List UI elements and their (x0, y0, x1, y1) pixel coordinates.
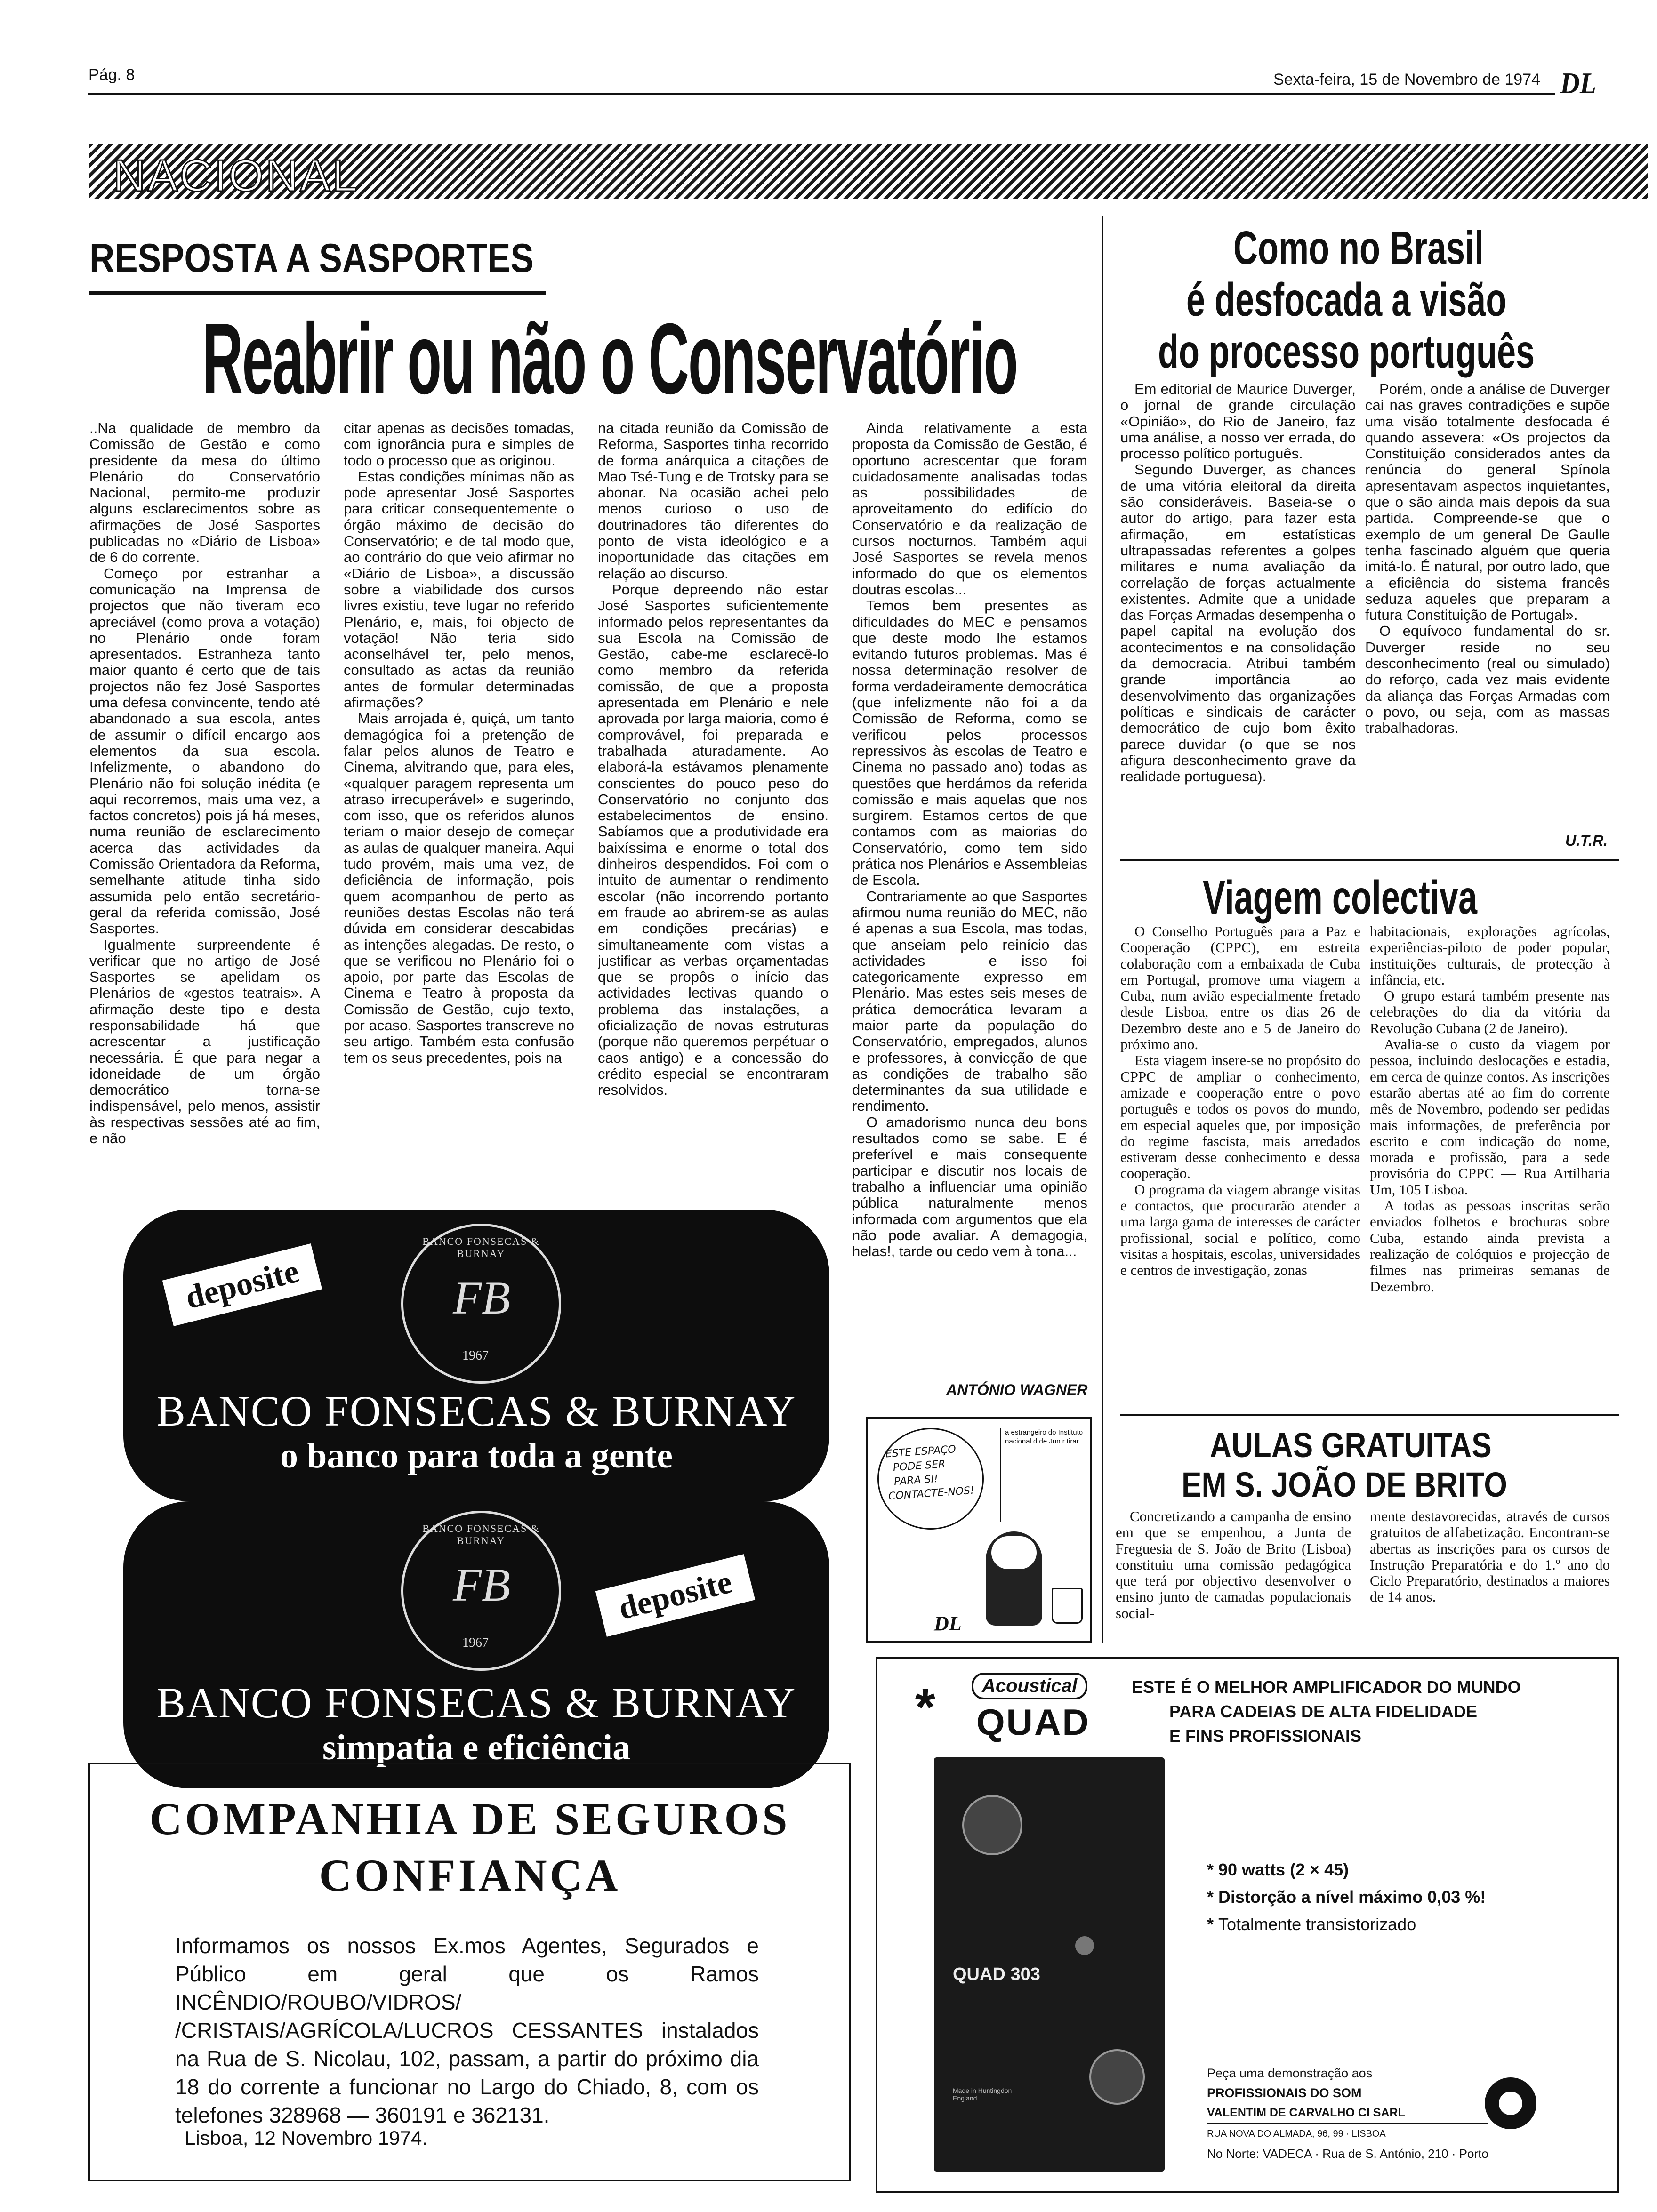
bubble-line: CONTACTE-NOS! (888, 1484, 975, 1503)
headline-line: ESTE É O MELHOR AMPLIFICADOR DO MUNDO (1132, 1677, 1521, 1697)
paragraph: Igualmente surpreendente é verificar que no artigo de José Sasportes se apelidam os Plenários de «gestos teatrais». A afirmação deste tipo e desta responsabilidade há que acrescentar a justificação necessária. É que para negar a idoneidade de um órgão democrático torna-se indispensável, pelo menos, assistir às respectivas sessões até ao fim, e não (89, 936, 320, 1147)
cartoon-character-face (991, 1536, 1037, 1569)
bubble-line: ESTE ESPAÇO (885, 1443, 957, 1460)
article-column-2 (344, 420, 574, 1183)
bank-ad-bottom[interactable] (123, 1501, 829, 1788)
company-address: RUA NOVA DO ALMADA, 96, 99 · LISBOA (1207, 2129, 1386, 2139)
bank-ad-top[interactable] (123, 1210, 829, 1501)
issue-date: Sexta-feira, 15 de Novembro de 1974 (1273, 71, 1541, 88)
bubble-line: PODE SER (893, 1458, 946, 1474)
vc-logo-inner (1499, 2092, 1522, 2115)
paragraph: Segundo Duverger, as chances de uma vitória eleitoral da direita são consideráveis. Baseia-se o autor do artigo, para fazer esta afirmação, em estatísticas ultrapassadas referentes a golpes militares e numa avaliação da correlação de forças actualmente existentes. Admite que a unidade das Forças Armadas desempenha o papel capital na evolução dos acontecimentos e na consolidação da democracia. Atribui também grande importância ao desenvolvimento das organizações políticas e sindicais de carácter democrático de cujo bom êxito parece duvidar (o que se nos afigura desconhecimento grave da realidade portuguesa). (1120, 461, 1356, 785)
quad-demo (1207, 2063, 1488, 2164)
brasil-column-2 (1365, 381, 1610, 833)
feature-item: * Distorção a nível máximo 0,03 %! (1207, 1887, 1486, 1907)
seal-year: 1967 (462, 1348, 489, 1363)
paragraph: Começo por estranhar a comunicação na Imprensa de projectos que não tiveram eco apreciável (como prova a votação) no Plenário onde foram apresentados. Estranheza tanto maior quanto é certo que de tais projectos não fez José Sasportes uma defesa convincente, tendo até abandonado a sua escola, antes de assumir o difícil encargo aos elementos da sua escola. Infelizmente, o abandono do Plenário não foi solução inédita (e aqui recorremos, mais uma vez, a factos concretos) pois já há meses, numa reunião de esclarecimento acerca das actividades da Comissão Orientadora da Reforma, semelhante atitude tinha sido assumida pelo então secretário-geral da referida comissão, José Sasportes. (89, 565, 320, 937)
article-author: ANTÓNIO WAGNER (946, 1381, 1088, 1398)
seal-monogram: FB (453, 1559, 511, 1611)
paragraph: Estas condições mínimas não as pode apresentar José Sasportes para criticar consequentemente o órgão máximo de decisão do Conservatório; e de tal modo que, ao contrário do que veio afirmar no «Diário de Lisboa», a discussão sobre a viabilidade dos cursos livres existiu, teve lugar no referido Plenário, e, mais, foi objecto de votação! Não teria sido aconselhável ter, pelo menos, consultado as actas da reunião antes de formular determinadas afirmações? (344, 468, 574, 711)
amplifier-knob (1075, 1936, 1094, 1955)
section-banner (89, 144, 1648, 199)
seal-monogram: FB (453, 1272, 511, 1324)
paint-bucket-icon (1052, 1588, 1083, 1624)
brasil-headline-line2: é desfocada a visão (1186, 273, 1507, 326)
paragraph: O amadorismo nunca deu bons resultados como se sabe. E é preferível e mais consequente participar e discutir nos locais de trabalho a influenciar uma opinião pública naturalmente menos informada com argumentos que ela não pode avaliar. A demagogia, helas!, tarde ou cedo vem à tona... (852, 1114, 1087, 1260)
paragraph: Contrariamente ao que Sasportes afirmou numa reunião do MEC, não é apenas a sua Escola, mas todas, que anseiam pelo reinício das actividades — e isso foi categoricamente expresso em Plenário. Mas estes seis meses de prática democrática levaram a maior parte da população do Conservatório, empregados, alunos e professores, à convicção de que as condições de trabalho são determinantes da sua utilidade e rendimento. (852, 888, 1087, 1114)
kicker-underline (89, 291, 546, 295)
deposite-label: deposite (595, 1554, 756, 1637)
paragraph: Temos bem presentes as dificuldades do MEC e pensamos que deste modo lhe estamos evitando futuros problemas. Mas é nossa determinação resolver de forma verdadeiramente democrática (que infelizmente não foi a da Comissão de Reforma, como se verificou pelos processos repressivos às escolas de Teatro e Cinema no passado ano) todas as questões que herdámos da referida comissão e mais aquelas que nos surgirem. Estamos certos de que contamos com as maiorias do Conservatório, como tem sido prática nos Plenários e Assembleias de Escola. (852, 597, 1087, 889)
demo-line: PROFISSIONAIS DO SOM (1207, 2086, 1362, 2100)
section-rule (1120, 859, 1619, 861)
brasil-headline-line1: Como no Brasil (1233, 222, 1484, 274)
feature-text: Totalmente transistorizado (1218, 1915, 1416, 1934)
paragraph: mente destavorecidas, através de cursos gratuitos de alfabetização. Encontram-se abertas as inscrições para os cursos de Instrução Preparatória e do 1.º ano do Ciclo Preparatório, destinados a maiores de 14 anos. (1370, 1508, 1610, 1605)
article-column-3 (598, 420, 828, 1183)
paragraph: Avalia-se o custo da viagem por pessoa, incluindo deslocações e estadia, em cerca de quinze contos. As inscrições estarão abertas até ao fim do corrente mês de Novembro, podendo ser pedidas mais informações, de preferência por escrito e com indicação do nome, morada e profissão, para a sede provisória do CPPC — Rua Artilharia Um, 105 Lisboa. (1370, 1036, 1610, 1198)
company-name: VALENTIM DE CARVALHO CI SARL (1207, 2103, 1488, 2124)
section-rule (1120, 1414, 1619, 1416)
brasil-column-1 (1120, 381, 1356, 857)
amplifier-label: QUAD 303 (953, 1964, 1040, 1984)
paragraph: Mais arrojada é, quiçá, um tanto demagógica foi a pretenção de falar pelos alunos de Teatro e Cinema, alvitrando que, para eles, «qualquer paragem representa um atraso irrecuperável» e sugerindo, com isso, que os referidos alunos teriam o maior desejo de começar as aulas de qualquer maneira. Aqui tudo provém, mais uma vez, de deficiência de informação, pois quem acompanhou de perto as reuniões destas Escolas não terá dúvida em considerar descabidas as intenções alegadas. De resto, o que se verificou no Plenário foi o apoio, por parte das Escolas de Cinema e Teatro à proposta da Comissão de Gestão, cujo texto, por acaso, Sasportes transcreve no seu artigo. Também esta confusão tem os seus precedentes, pois na (344, 710, 574, 1066)
insurance-body: Informamos os nossos Ex.mos Agentes, Segurados e Público em geral que os Ramos INCÊNDIO/ROUBO/VIDROS/ /CRISTAIS/AGRÍCOLA/LUCROS CESSANTES instalados na Rua de S. Nicolau, 102, passam, a partir do próximo dia 18 do corrente a funcionar no Largo do Chiado, 8, com os telefones 328968 — 360191 e 362131. (175, 1933, 759, 2127)
paragraph: O grupo estará também presente nas celebrações do dia da vitória da Revolução Cubana (2 de Janeiro). (1370, 987, 1610, 1036)
cartoon-sign: a estrangeiro do Instituto nacional d de Jun r tirar (1000, 1428, 1085, 1522)
aulas-headline-line2: EM S. JOÃO DE BRITO (1182, 1465, 1507, 1504)
feature-item: * 90 watts (2 × 45) (1207, 1860, 1349, 1879)
paragraph: Concretizando a campanha de ensino em que se empenhou, a Junta de Freguesia de S. João de Brito (Lisboa) constituiu uma comissão pedagógica que terá por objectivo desenvolver o ensino junto de camadas populacionais social- (1116, 1508, 1351, 1621)
viagem-column-1 (1120, 923, 1360, 1408)
bank-slogan: o banco para toda a gente (280, 1436, 673, 1475)
insurance-footer: Lisboa, 12 Novembro 1974. (185, 2127, 427, 2149)
feature-text: Distorção a nível máximo 0,03 %! (1218, 1887, 1486, 1907)
quad-brand: QUAD (976, 1701, 1090, 1743)
aulas-column-1 (1116, 1508, 1351, 1645)
aulas-headline-line1: AULAS GRATUITAS (1210, 1426, 1492, 1465)
paragraph: citar apenas as decisões tomadas, com ignorância pura e simples de todo o processo que as originou. (344, 420, 574, 469)
insurance-ad[interactable] (88, 1763, 851, 2181)
paragraph: habitacionais, explorações agrícolas, experiências-piloto de poder popular, instituições culturais, de protecção à infância, etc. (1370, 923, 1610, 988)
article-kicker: RESPOSTA A SASPORTES (89, 236, 534, 281)
headline-line: PARA CADEIAS DE ALTA FIDELIDADE (1169, 1702, 1477, 1721)
vc-logo-icon (1485, 2077, 1536, 2129)
aulas-column-2 (1370, 1508, 1610, 1645)
paragraph: Em editorial de Maurice Duverger, o jornal de grande circulação «Opinião», do Rio de Janeiro, faz uma análise, a nosso ver errada, do processo político português. (1120, 381, 1356, 462)
paragraph: Porém, onde a análise de Duverger cai nas graves contradições e supõe uma visão totalmente desfocada é quando assevera: «Os projectos da Constituição considerados antes da renúncia do general Spínola apresentavam aspectos inquietantes, que o são ainda mais depois da sua partida. Compreende-se que o exemplo de um general De Gaulle tenha fascinado alguém que queria imitá-lo. É natural, por outro lado, que a eficiência do sistema francês seduza aqueles que preparam a futura Constituição de Portugal». (1365, 381, 1610, 624)
feature-text: 90 watts (2 × 45) (1218, 1860, 1349, 1879)
bank-name: BANCO FONSECAS & BURNAY (156, 1387, 796, 1435)
insurance-title-1: COMPANHIA DE SEGUROS (149, 1794, 790, 1844)
masthead-logo: DL (1560, 66, 1597, 100)
headline-line: E FINS PROFISSIONAIS (1169, 1726, 1362, 1746)
paragraph: Porque depreendo não estar José Sasportes suficientemente informado pelos representantes da sua Escola na Comissão de Gestão, cabe-me esclarecê-lo como membro da referida comissão, de que a proposta apresentada em Plenário e nele aprovada por larga maioria, como é comprovável, foi preparada e trabalhada aturadamente. Ao elaborá-la estávamos plenamente conscientes do pouco peso do Conservatório no conjunto dos estabelecimentos de ensino. Sabíamos que a produtividade era baixíssima e enorme o total dos dinheiros despendidos. Foi com o intuito de aumentar o rendimento escolar (não incorrendo portanto em fraude ao abrirem-se as aulas em condições precárias) e simultaneamente com vistas a justificar as verbas orçamentadas que se propôs o início das actividades lectivas quando o problema das instalações, a oficialização de novas estruturas (porque não queremos perpétuar o caos antigo) e a concessão do crédito especial se encontraram resolvidos. (598, 581, 828, 1098)
seal-text: BANCO FONSECAS & BURNAY (422, 1523, 540, 1547)
quad-ad[interactable] (876, 1657, 1619, 2193)
quad-badge: Acoustical (972, 1673, 1087, 1699)
seal-text: BANCO FONSECAS & BURNAY (422, 1235, 540, 1259)
paragraph: Ainda relativamente a esta proposta da Comissão de Gestão, é oportuno acrescentar que foram cuidadosamente analisadas todas as possibilidades de aproveitamento do edifício do Conservatório e da realização de cursos nocturnos. Também aqui José Sasportes se revela menos informado do que os elementos doutras escolas... (852, 420, 1087, 598)
column-divider (1102, 216, 1103, 1643)
viagem-headline: Viagem colectiva (1203, 871, 1477, 924)
article-column-4 (852, 420, 1087, 1385)
viagem-column-2 (1370, 923, 1610, 1408)
amplifier-knob (1089, 2049, 1145, 2105)
insurance-title-2: CONFIANÇA (319, 1850, 621, 1900)
header-rule (88, 93, 1555, 95)
cartoon-logo: DL (934, 1612, 962, 1635)
article-headline: Reabrir ou não o Conservatório (202, 303, 1017, 415)
cartoon-box (866, 1417, 1092, 1643)
bank-slogan: simpatia e eficiência (322, 1728, 631, 1767)
north-distributor: No Norte: VADECA · Rua de S. António, 210 · Porto (1207, 2147, 1488, 2161)
paragraph: O programa da viagem abrange visitas e contactos, que procurarão atender a uma larga gama de interesses de carácter profissional, social e político, como visitas a hospitais, escolas, universidades e centros de investigação, zonas (1120, 1181, 1360, 1279)
paragraph: O Conselho Português para a Paz e Cooperação (CPPC), em estreita colaboração com a embaixada de Cuba em Portugal, promove uma viagem a Cuba, num avião especialmente fretado desde Lisboa, entre os dias 26 de Dezembro deste ano e 5 de Janeiro do próximo ano. (1120, 923, 1360, 1053)
page-number: Pág. 8 (88, 66, 135, 84)
demo-line: Peça uma demonstração aos (1207, 2066, 1373, 2080)
paragraph: Esta viagem insere-se no propósito do CPPC de ampliar o conhecimento, amizade e cooperação entre o povo português e todos os povos do mundo, em especial aqueles que, por imposição do regime fascista, mais arredados estiveram desse conhecimento e dessa cooperação. (1120, 1052, 1360, 1182)
bank-seal (401, 1511, 561, 1671)
paragraph: ..Na qualidade de membro da Comissão de Gestão e como presidente da mesa do último Plenário do Conservatório Nacional, permito-me produzir alguns esclarecimentos sobre as afirmações de José Sasportes publicadas no «Diário de Lisboa» de 6 do corrente. (89, 420, 320, 566)
amplifier-knob (962, 1795, 1022, 1855)
brasil-headline-line3: do processo português (1158, 325, 1535, 378)
deposite-label: deposite (162, 1243, 322, 1326)
amplifier-small-print: Made in Huntingdon England (953, 2087, 1012, 2102)
section-title: NACIONAL (113, 151, 359, 201)
asterisk-icon: * (915, 1678, 935, 1736)
bank-seal (401, 1224, 561, 1384)
brasil-signature: U.T.R. (1565, 832, 1608, 849)
paragraph: na citada reunião da Comissão de Reforma, Sasportes tinha recorrido de forma anárquica a citações de Mao Tsé-Tung e de Trotsky para se abonar. Na ocasião achei pelo menos curioso o uso de doutrinadores tão diferentes do ponto de vista ideológico e a inoportunidade das citações em relação ao discurso. (598, 420, 828, 582)
bubble-line: PARA SI! (893, 1473, 939, 1488)
article-column-1 (89, 420, 320, 1183)
quad-features (1207, 1856, 1486, 1938)
feature-item: * Totalmente transistorizado (1207, 1915, 1416, 1934)
seal-year: 1967 (462, 1635, 489, 1650)
quad-headline (1132, 1675, 1521, 1748)
quad-amplifier-image (934, 1757, 1165, 2172)
paragraph: A todas as pessoas inscritas serão enviados folhetos e brochuras sobre Cuba, estando ainda prevista a realização de colóquios e projecção de filmes nas primeiras semanas de Dezembro. (1370, 1197, 1610, 1295)
cartoon-bubble-text (885, 1442, 975, 1504)
bank-name: BANCO FONSECAS & BURNAY (156, 1679, 796, 1727)
paragraph: O equívoco fundamental do sr. Duverger reside no seu desconhecimento (real ou simulado) do reforço, cada vez mais evidente da aliança das Forças Armadas com o povo, ou seja, com as massas trabalhadoras. (1365, 623, 1610, 737)
